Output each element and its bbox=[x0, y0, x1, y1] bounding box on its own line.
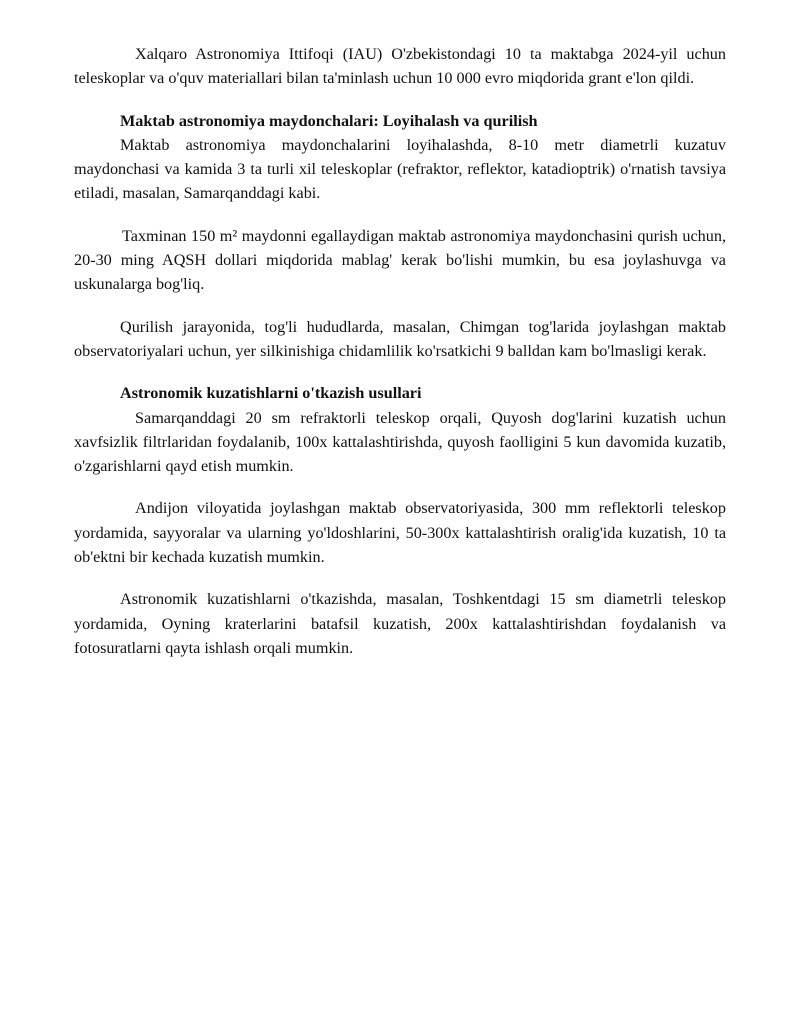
spacer bbox=[74, 363, 726, 381]
spacer bbox=[74, 569, 726, 587]
section-heading-design: Maktab astronomiya maydonchalari: Loyihalash va qurilish bbox=[120, 111, 538, 130]
paragraph-design-3: Qurilish jarayonida, tog'li hududlarda, masalan, Chimgan tog'larida joylashgan maktab observatoriyalari uchun, yer silkinishiga chidamlilik ko'rsatkichi 9 balldan kam bo'lmasligi kerak. bbox=[74, 317, 726, 360]
paragraph-design-2: Taxminan 150 m² maydonni egallaydigan maktab astronomiya maydonchasini qurish uchun, 20-30 ming AQSH dollari miqdorida mablag' kerak bo'lishi mumkin, bu esa joylashuvga va uskunalarga bog'liq. bbox=[74, 226, 726, 294]
paragraph-methods-2: Andijon viloyatida joylashgan maktab observatoriyasida, 300 mm reflektorli teleskop yordamida, sayyoralar va ularning yo'ldoshlarini, 50-300x kattalashtirish oralig'ida kuzatish, 10 ta ob'ektni bir kechada kuzatish mumkin. bbox=[74, 499, 726, 567]
document-body bbox=[74, 42, 726, 660]
intro-paragraph: Xalqaro Astronomiya Ittifoqi (IAU) O'zbekistondagi 10 ta maktabga 2024-yil uchun teleskoplar va o'quv materiallari bilan ta'minlash uchun 10 000 evro miqdorida grant e'lon qildi. bbox=[74, 45, 726, 88]
paragraph-methods-1: Samarqanddagi 20 sm refraktorli teleskop orqali, Quyosh dog'larini kuzatish uchun xavfsizlik filtrlaridan foydalanib, 100x kattalashtirishda, quyosh faolligini 5 kun davomida kuzatib, o'zgarishlarni qayd etish mumkin. bbox=[74, 408, 726, 476]
spacer bbox=[74, 478, 726, 496]
spacer bbox=[74, 297, 726, 315]
paragraph-design-1: Maktab astronomiya maydonchalarini loyihalashda, 8-10 metr diametrli kuzatuv maydonchasi va kamida 3 ta turli xil teleskoplar (refraktor, reflektor, katadioptrik) o'rnatish tavsiya etiladi, masalan, Samarqanddagi kabi. bbox=[74, 135, 726, 203]
paragraph-methods-3: Astronomik kuzatishlarni o'tkazishda, masalan, Toshkentdagi 15 sm diametrli teleskop yordamida, Oyning kraterlarini batafsil kuzatish, 200x kattalashtirishdan foydalanish va fotosuratlarni qayta ishlash orqali mumkin. bbox=[74, 590, 726, 657]
spacer bbox=[74, 206, 726, 224]
section-heading-methods: Astronomik kuzatishlarni o'tkazish usullari bbox=[120, 384, 422, 403]
spacer bbox=[74, 91, 726, 109]
